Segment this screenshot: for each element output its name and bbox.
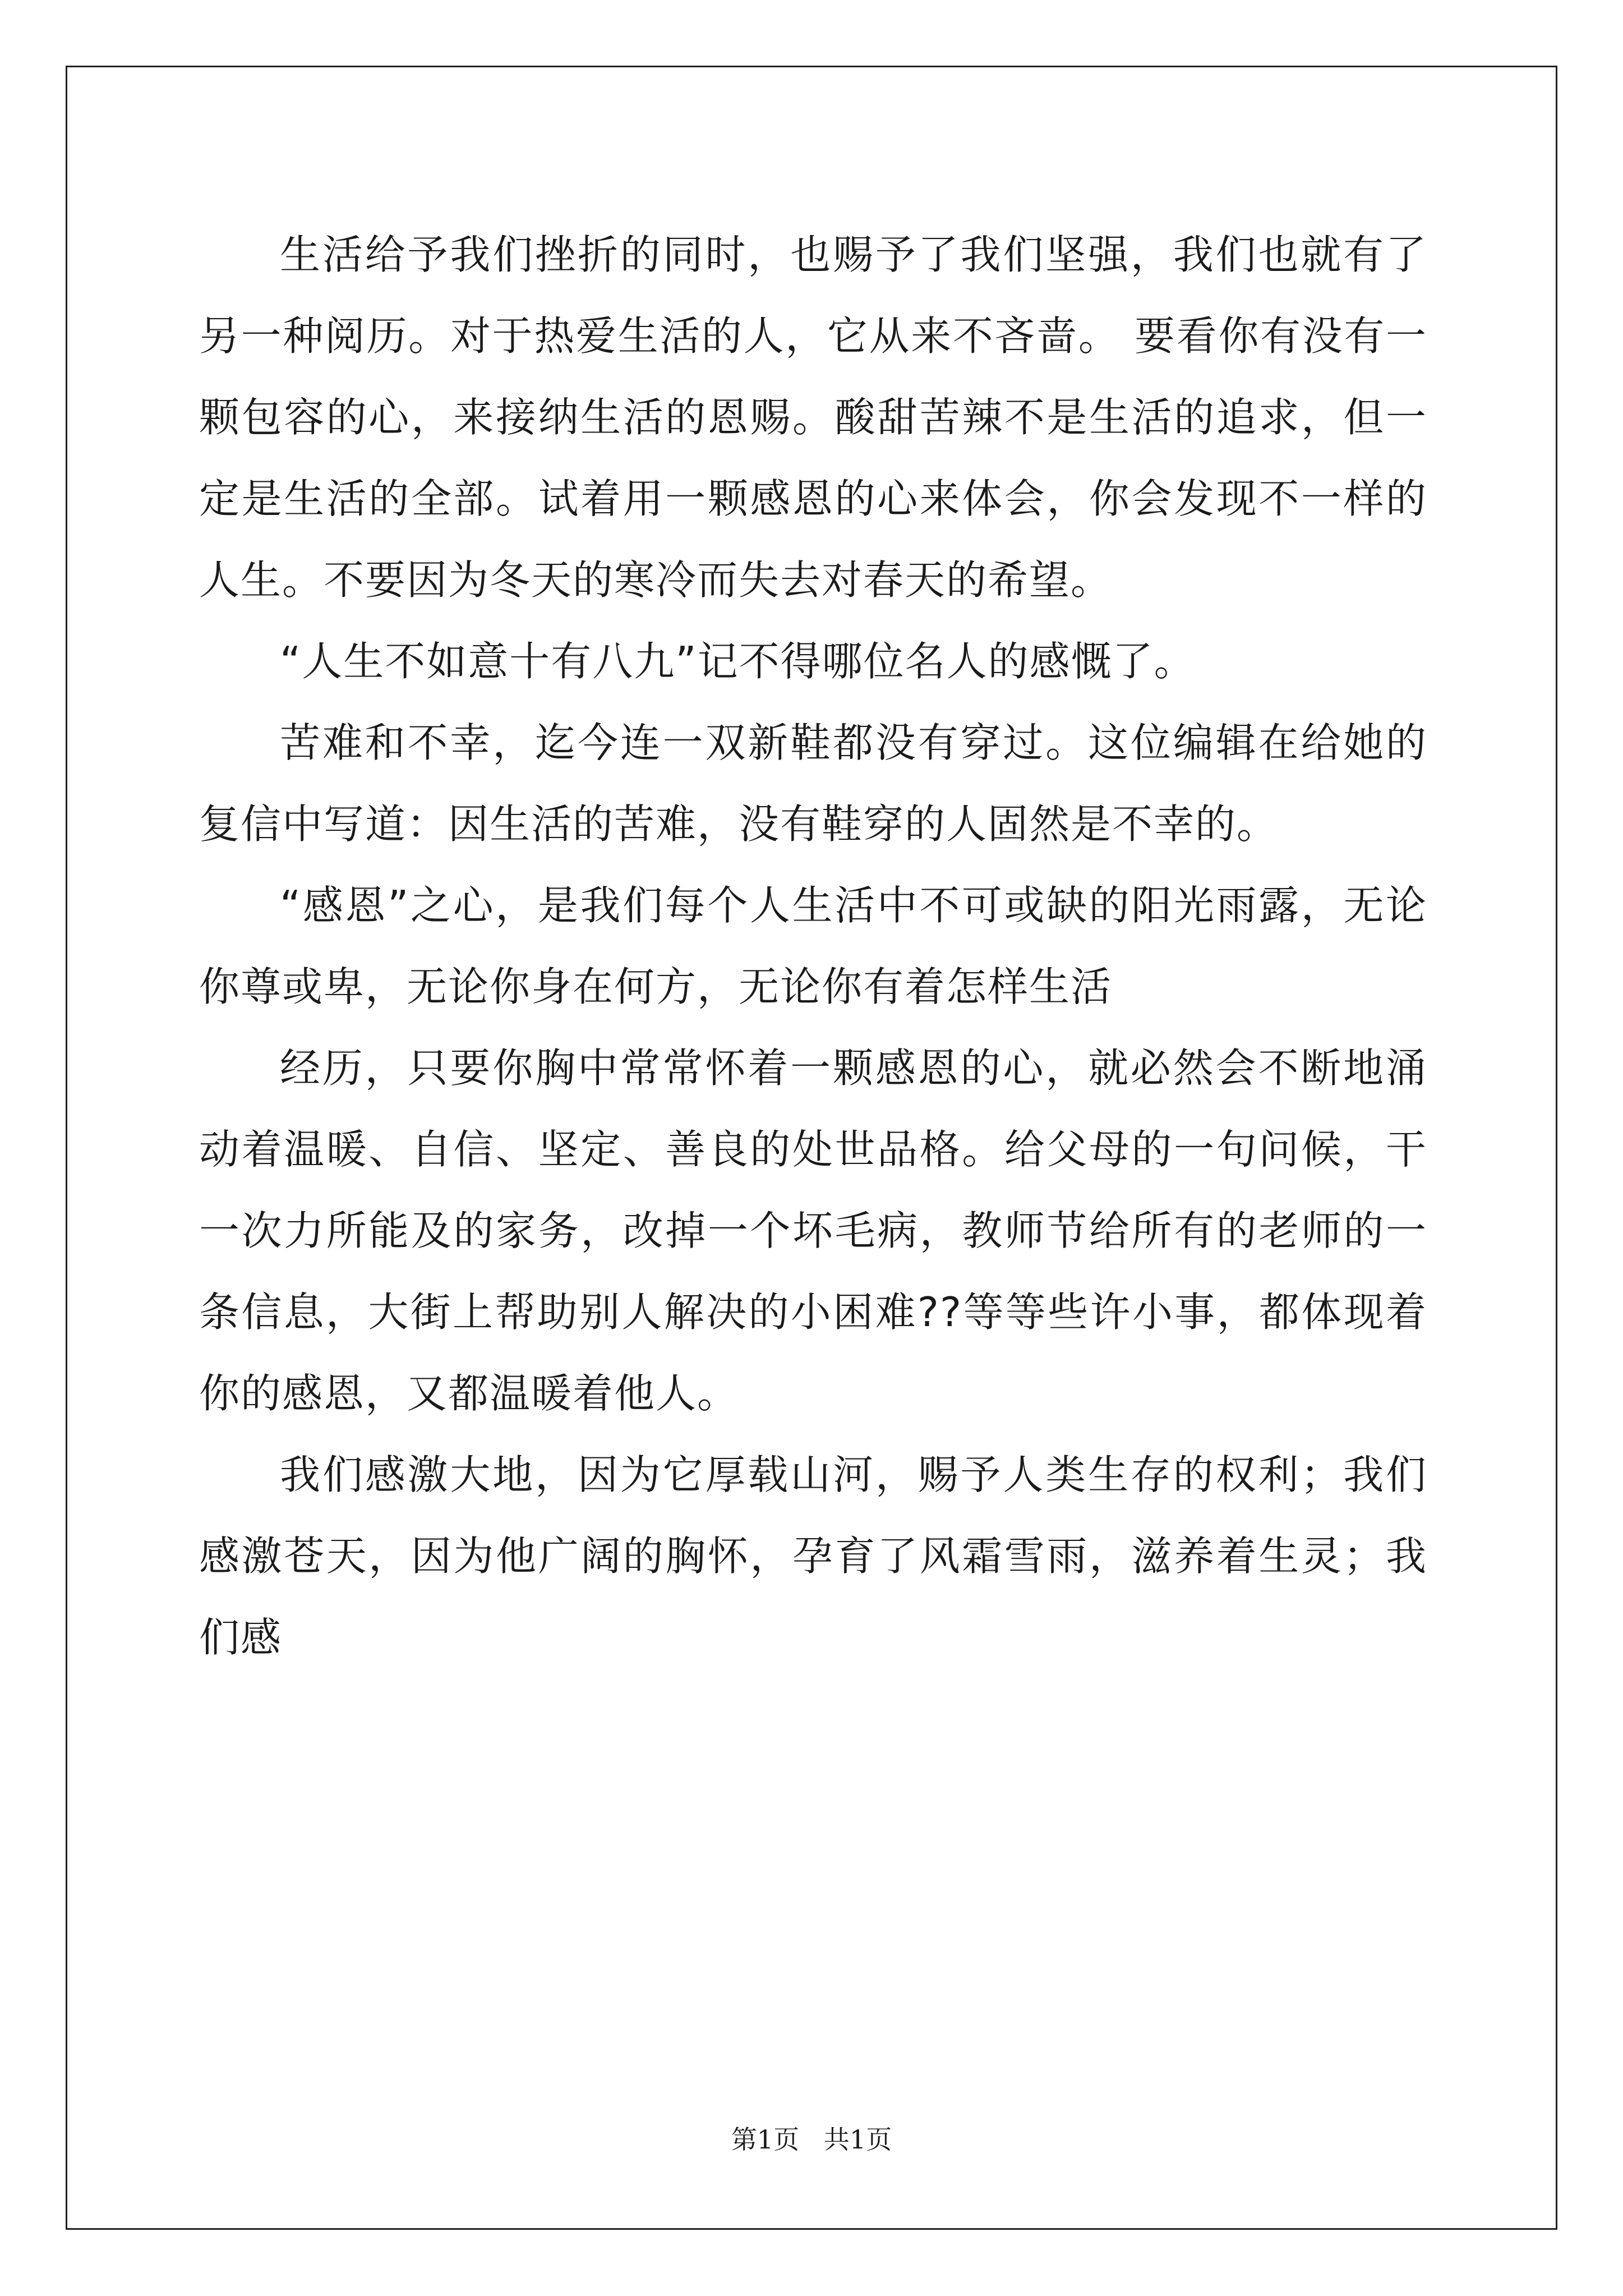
paragraph-3: 苦难和不幸，迄今连一双新鞋都没有穿过。这位编辑在给她的复信中写道：因生活的苦难，没有鞋穿的人固然是不幸的。 <box>199 719 1427 848</box>
paragraph-6: 我们感激大地，因为它厚载山河，赐予人类生存的权利；我们感激苍天，因为他广阔的胸怀，孕育了风霜雪雨，滋养着生灵；我们感 <box>199 1451 1427 1661</box>
document-body <box>199 214 1427 1678</box>
paragraph-1: 生活给予我们挫折的同时，也赐予了我们坚强，我们也就有了另一种阅历。对于热爱生活的人，它从来不吝啬。 要看你有没有一颗包容的心，来接纳生活的恩赐。酸甜苦辣不是生活的追求，但一定是生活的全部。试着用一颗感恩的心来体会，你会发现不一样的人生。不要因为冬天的寒冷而失去对春天的希望。 <box>199 231 1427 604</box>
paragraph-4: “感恩”之心，是我们每个人生活中不可或缺的阳光雨露，无论你尊或卑，无论你身在何方，无论你有着怎样生活 <box>199 882 1427 1010</box>
paragraph-2: “人生不如意十有八九”记不得哪位名人的感慨了。 <box>280 638 1196 685</box>
page-number-footer: 第1页 共1页 <box>731 2124 892 2155</box>
paragraph-5: 经历，只要你胸中常常怀着一颗感恩的心，就必然会不断地涌动着温暖、自信、坚定、善良的处世品格。给父母的一句问候，干一次力所能及的家务，改掉一个坏毛病，教师节给所有的老师的一条信息，大街上帮助别人解决的小困难??等等些许小事，都体现着你的感恩，又都温暖着他人。 <box>199 1045 1427 1417</box>
